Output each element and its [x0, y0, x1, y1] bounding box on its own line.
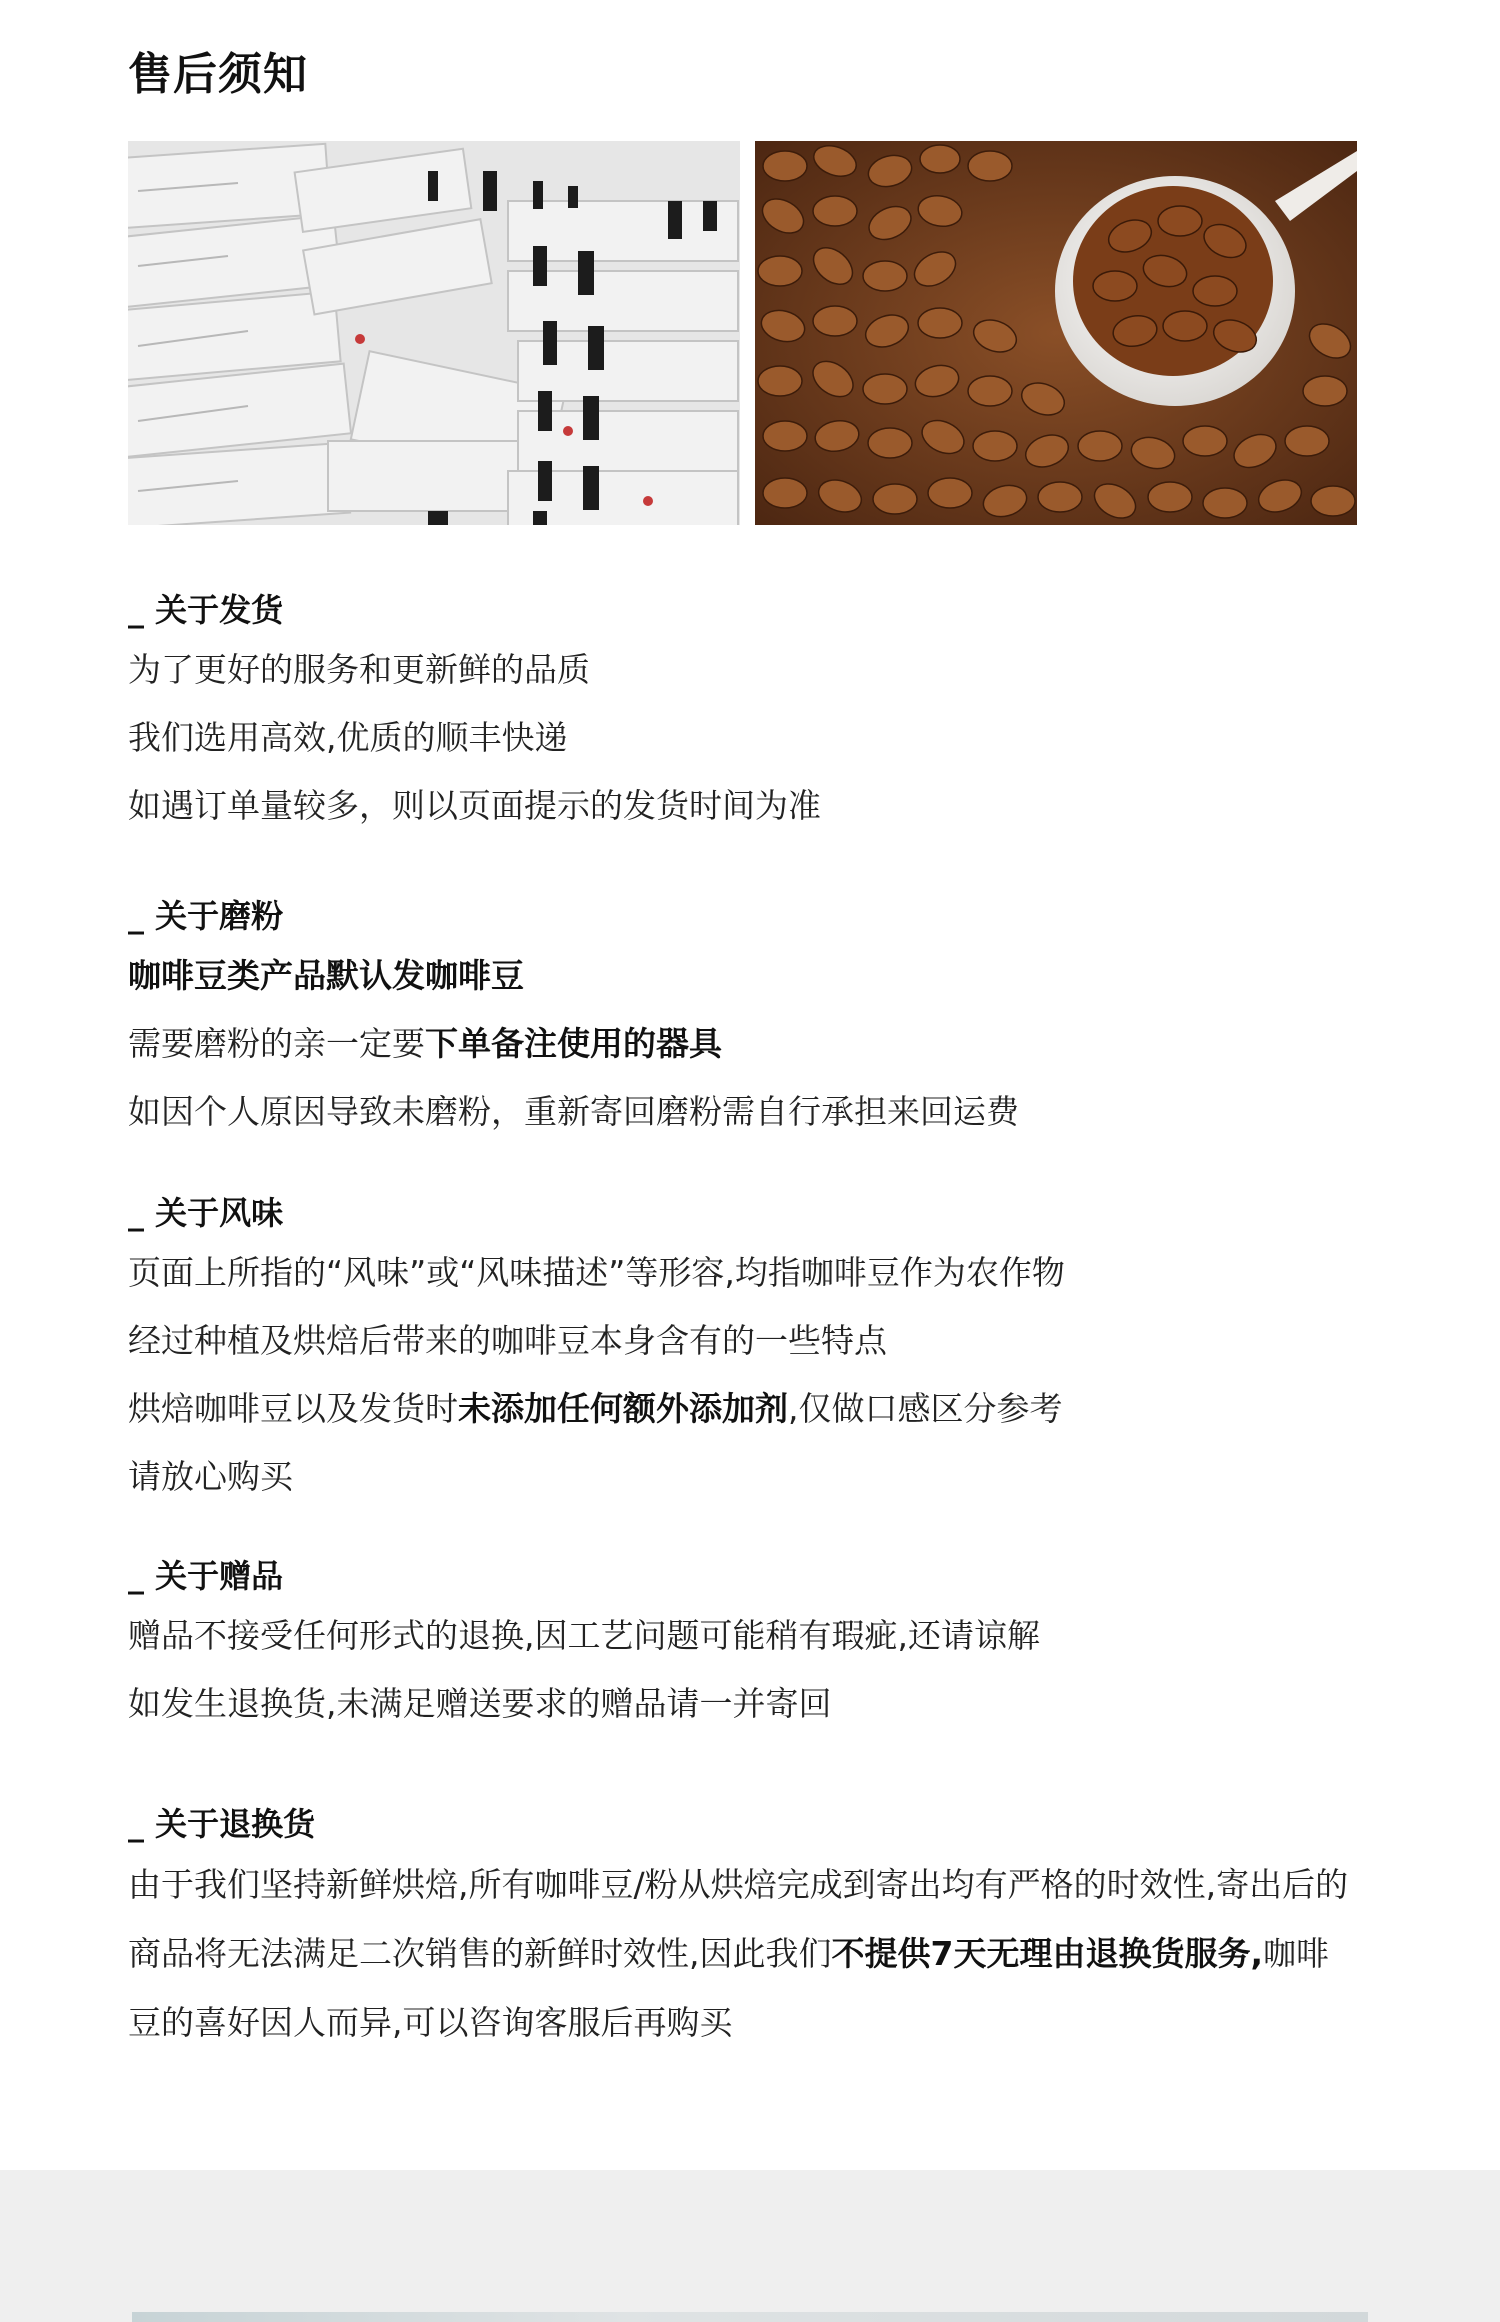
text-span: 咖啡豆的喜好因人而异,可以咨询客服后再购买: [128, 1934, 1329, 2042]
section-shipping: [128, 584, 1378, 840]
section-flavor: [128, 1187, 1378, 1511]
coffee-beans-photo: [755, 141, 1357, 525]
text-span: 由于我们坚持新鲜烘焙,所有咖啡豆/粉从烘焙完成到寄出均有严格的时效性,寄出后的商品将无法满足二次销售的新鲜时效性,因此我们: [128, 1865, 1349, 1973]
section-heading: _ 关于赠品: [128, 1557, 284, 1595]
section-heading: _ 关于风味: [128, 1194, 284, 1232]
text-line: 如遇订单量较多，则以页面提示的发货时间为准: [128, 786, 821, 825]
text-line: 为了更好的服务和更新鲜的品质: [128, 650, 590, 689]
page-title: 售后须知: [128, 49, 308, 100]
text-line: 我们选用高效,优质的顺丰快递: [128, 718, 568, 757]
text-span: 烘焙咖啡豆以及发货时: [128, 1389, 458, 1428]
text-line: [128, 942, 1378, 1010]
text-line: 如发生退换货,未满足赠送要求的赠品请一并寄回: [128, 1684, 832, 1723]
text-span: 需要磨粉的亲一定要: [128, 1024, 425, 1063]
text-line: [128, 1375, 1378, 1443]
bold-text: 未添加任何额外添加剂: [458, 1389, 788, 1428]
section-heading: _ 关于发货: [128, 591, 284, 629]
text-span: ,仅做口感区分参考: [788, 1389, 1063, 1428]
footer-image-edge: [132, 2312, 1368, 2322]
section-grinding: [128, 890, 1378, 1146]
text-line: 页面上所指的“风味”或“风味描述”等形容,均指咖啡豆作为农作物: [128, 1253, 1065, 1292]
text-line: 经过种植及烘焙后带来的咖啡豆本身含有的一些特点: [128, 1321, 887, 1360]
bold-text: 下单备注使用的器具: [425, 1024, 722, 1063]
bold-text: 不提供7天无理由退换货服务,: [831, 1934, 1263, 1973]
section-heading: _ 关于退换货: [128, 1805, 316, 1843]
section-heading: _ 关于磨粉: [128, 897, 284, 935]
bold-text: 咖啡豆类产品默认发咖啡豆: [128, 956, 524, 995]
footer-banner: [0, 2170, 1500, 2322]
returns-paragraph: [128, 1850, 1358, 2057]
text-line: 赠品不接受任何形式的退换,因工艺问题可能稍有瑕疵,还请谅解: [128, 1616, 1040, 1655]
text-line: [128, 1010, 1378, 1078]
section-returns: [128, 1798, 1378, 2057]
text-line: 如因个人原因导致未磨粉，重新寄回磨粉需自行承担来回运费: [128, 1092, 1019, 1131]
coffee-bags-photo: [128, 141, 740, 525]
section-gifts: [128, 1550, 1378, 1738]
text-line: 请放心购买: [128, 1457, 293, 1496]
